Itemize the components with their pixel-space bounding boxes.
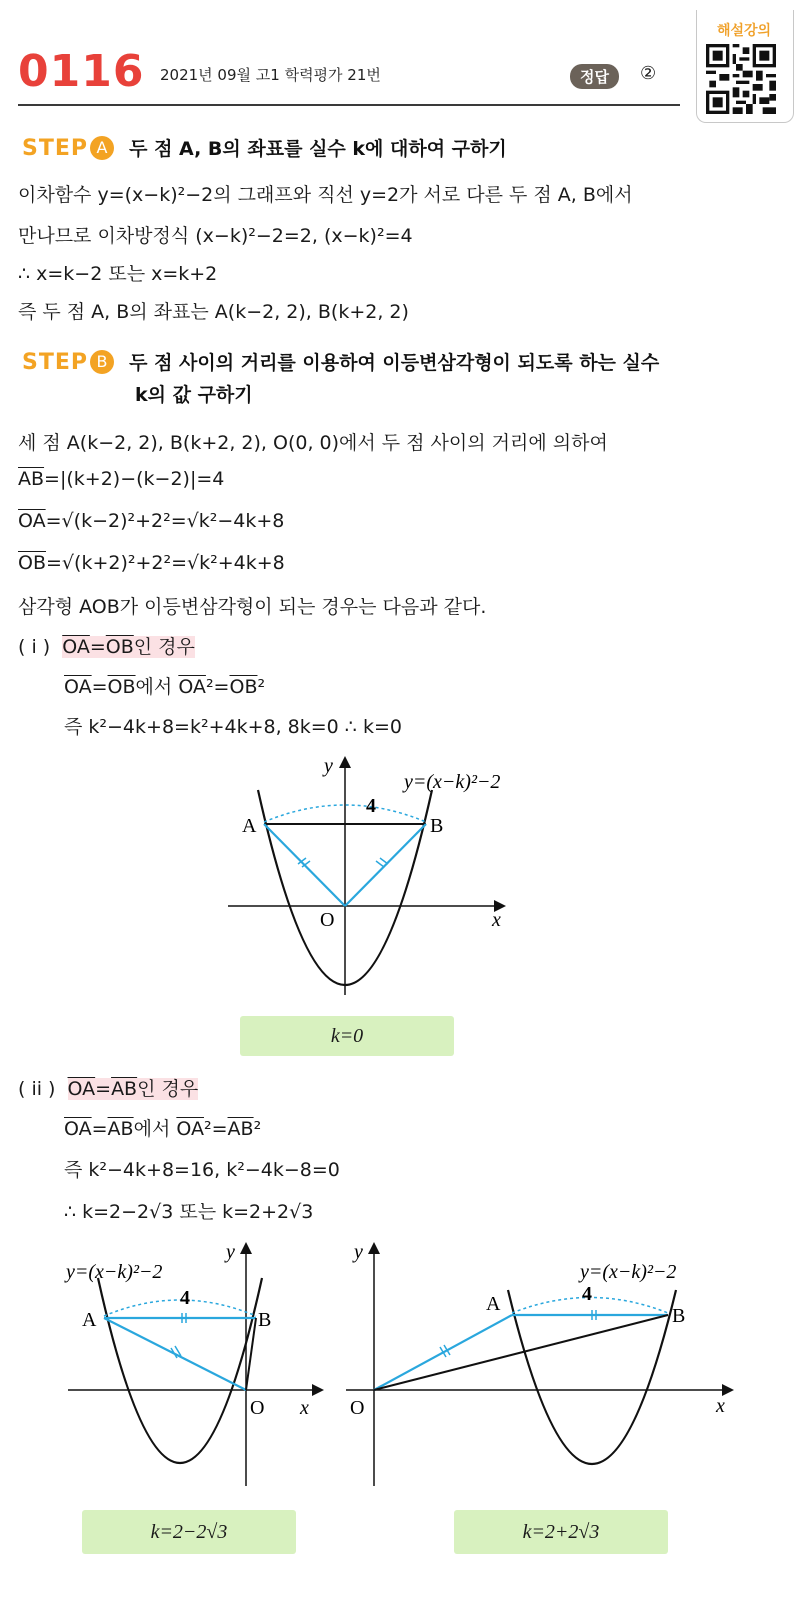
graph-case-2-left [60, 1238, 330, 1488]
ob-equation: =√(k+2)²+2²=√k²+4k+8 [46, 552, 285, 574]
point-a-label: A [82, 1309, 97, 1331]
case-1-oa-sq: $\overline{OA}$ [178, 676, 206, 698]
segment-ob [374, 1315, 668, 1390]
ob-distance-line [18, 552, 285, 574]
case-2-number: ( ii ) [18, 1078, 56, 1100]
x-axis-label: x [300, 1397, 309, 1419]
y-axis-label: y [324, 755, 333, 777]
step-b-title-1: 두 점 사이의 거리를 이용하여 이등변삼각형이 되도록 하는 실수 [129, 352, 660, 374]
case-2-eq: = [91, 1118, 108, 1140]
oa-label: $\overline{OA}$ [18, 510, 46, 532]
step-b-heading [22, 348, 659, 375]
y-axis-label: y [226, 1241, 235, 1263]
case-2-highlight [68, 1078, 199, 1100]
step-a-line-1: 이차함수 y=(x−k)²−2의 그래프와 직선 y=2가 서로 다른 두 점 A, B에서 [18, 184, 633, 206]
step-b-label: STEP [22, 350, 89, 375]
case-2-cond-suffix: 인 경우 [137, 1078, 199, 1100]
case-1-oa: $\overline{OA}$ [64, 676, 92, 698]
case-1-ob: $\overline{OB}$ [107, 676, 136, 698]
step-a-letter: A [90, 136, 114, 160]
case-1-ob-sq: $\overline{OB}$ [229, 676, 258, 698]
cases-intro: 삼각형 AOB가 이등변삼각형이 되는 경우는 다음과 같다. [18, 596, 487, 618]
case-1-highlight [62, 636, 195, 658]
graph-case-2-right [336, 1238, 740, 1488]
point-a-label: A [242, 815, 257, 837]
curve-label: y=(x−k)²−2 [66, 1261, 163, 1283]
case-1-condition [18, 632, 195, 659]
problem-number: 0116 [18, 46, 145, 97]
x-axis-label: x [492, 909, 501, 931]
ab-distance-line [18, 468, 224, 490]
step-b-intro: 세 점 A(k−2, 2), B(k+2, 2), O(0, 0)에서 두 점 사이의 거리에 의하여 [18, 432, 608, 454]
case-1-cond-left: $\overline{OA}$ [62, 636, 90, 658]
oa-distance-line [18, 510, 284, 532]
result-case-2-left: k=2−2√3 [82, 1510, 296, 1554]
case-2-cond-eq: = [95, 1078, 112, 1100]
case-2-oa-sq: $\overline{OA}$ [176, 1118, 204, 1140]
step-a-line-2: 만나므로 이차방정식 (x−k)²−2=2, (x−k)²=4 [18, 225, 413, 247]
point-b-label: B [430, 815, 444, 837]
case-2-line-3: ∴ k=2−2√3 또는 k=2+2√3 [64, 1201, 314, 1223]
case-2-ab-sq: $\overline{AB}$ [227, 1118, 254, 1140]
answer-value: ② [640, 63, 657, 84]
case-1-cond-suffix: 인 경우 [133, 636, 195, 658]
distance-label: 4 [582, 1283, 592, 1305]
case-2-sq-eq: ²= [203, 1118, 228, 1140]
segment-ob [246, 1318, 256, 1390]
origin-label: O [250, 1397, 265, 1419]
result-case-2-right: k=2+2√3 [454, 1510, 668, 1554]
x-axis-label: x [716, 1395, 725, 1417]
case-2-oa: $\overline{OA}$ [64, 1118, 92, 1140]
graph-case-1 [220, 750, 560, 1000]
case-2-text: 에서 [133, 1118, 171, 1140]
step-b-title-2: k의 값 구하기 [135, 384, 253, 406]
curve-label: y=(x−k)²−2 [580, 1261, 677, 1283]
step-b-letter: B [90, 350, 114, 374]
y-axis-label: y [354, 1241, 363, 1263]
case-1-number: ( i ) [18, 636, 51, 658]
case-1-cond-right: $\overline{OB}$ [105, 636, 134, 658]
curve-label: y=(x−k)²−2 [404, 771, 501, 793]
point-b-label: B [258, 1309, 272, 1331]
oa-equation: =√(k−2)²+2²=√k²−4k+8 [45, 510, 285, 532]
distance-label: 4 [366, 795, 376, 817]
case-1-text: 에서 [135, 676, 173, 698]
ab-equation: =|(k+2)−(k−2)|=4 [44, 468, 225, 490]
case-1-cond-eq: = [89, 636, 106, 658]
header-rule [18, 104, 680, 106]
step-a-line-4: 즉 두 점 A, B의 좌표는 A(k−2, 2), B(k+2, 2) [18, 301, 409, 323]
problem-source: 2021년 09월 고1 학력평가 21번 [160, 66, 381, 84]
case-2-line-2: 즉 k²−4k+8=16, k²−4k−8=0 [64, 1159, 340, 1181]
answer-badge: 정답 [570, 64, 619, 89]
step-a-title: 두 점 A, B의 좌표를 실수 k에 대하여 구하기 [129, 138, 507, 160]
case-1-line-2: 즉 k²−4k+8=k²+4k+8, 8k=0 ∴ k=0 [64, 716, 402, 738]
step-a-label: STEP [22, 136, 89, 161]
origin-label: O [320, 909, 335, 931]
point-b-label: B [672, 1305, 686, 1327]
case-2-cond-left: $\overline{OA}$ [67, 1078, 96, 1100]
ab-label: $\overline{AB}$ [18, 468, 45, 490]
case-2-sq: ² [253, 1118, 262, 1140]
origin-label: O [350, 1397, 365, 1419]
qr-label[interactable]: 해설강의 [716, 23, 772, 39]
distance-label: 4 [180, 1287, 190, 1309]
case-1-eq: = [91, 676, 108, 698]
point-a-label: A [486, 1293, 501, 1315]
step-a-line-3: ∴ x=k−2 또는 x=k+2 [18, 263, 218, 285]
case-2-ab: $\overline{AB}$ [107, 1118, 134, 1140]
step-a-heading [22, 134, 507, 161]
case-2-cond-right: $\overline{AB}$ [111, 1078, 138, 1100]
result-case-1: k=0 [240, 1016, 454, 1056]
case-1-sq-eq: ²= [205, 676, 230, 698]
case-2-line-1 [64, 1114, 261, 1141]
case-1-line-1 [64, 672, 265, 699]
case-1-sq: ² [257, 676, 266, 698]
qr-code-icon[interactable] [706, 44, 776, 114]
case-2-condition [18, 1074, 198, 1101]
ob-label: $\overline{OB}$ [18, 552, 46, 574]
